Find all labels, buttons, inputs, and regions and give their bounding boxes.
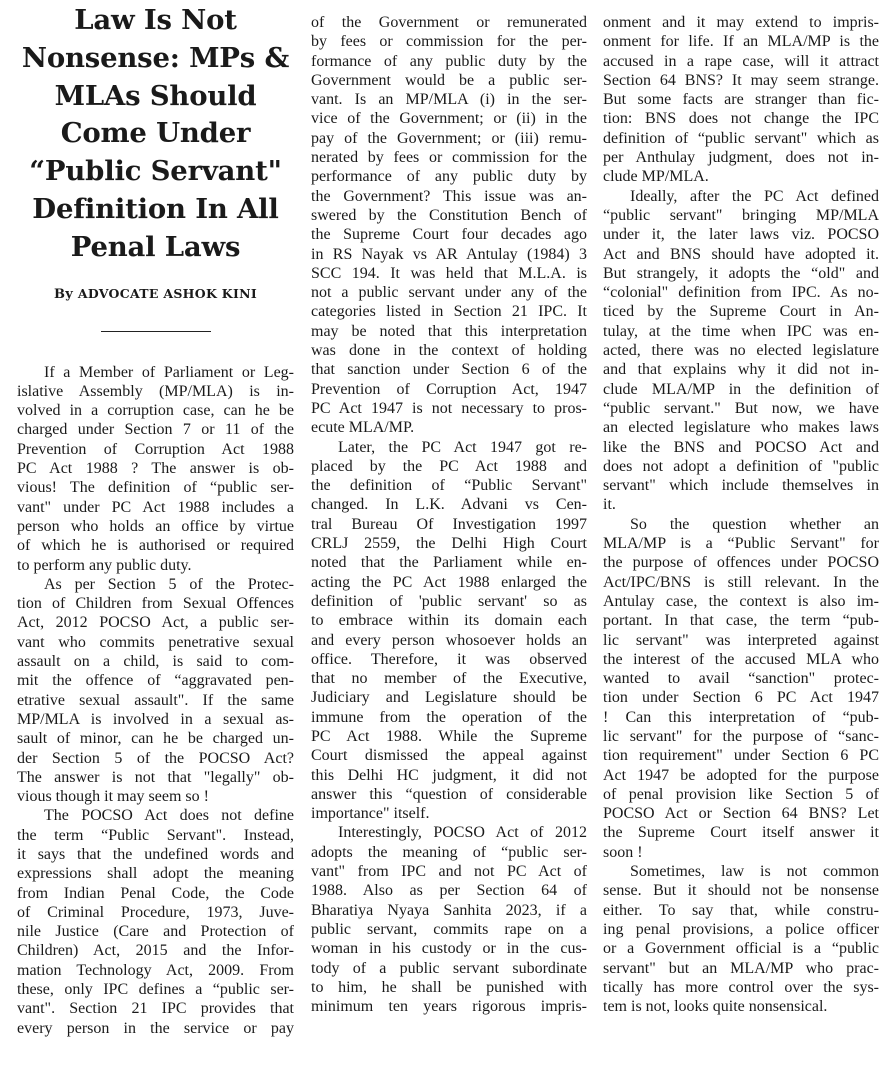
text-line: Prevention of Corruption Act, 1947	[311, 380, 587, 398]
text-line: answer this “question of considerable	[311, 785, 587, 803]
text-line: accused in a rape case, will it attract	[603, 52, 879, 70]
text-line: POCSO Act or Section 64 BNS? Let	[603, 805, 879, 823]
text-line: PC Act 1947 is not necessary to pros-	[311, 399, 587, 417]
text-line: Section 64 BNS? It may seem strange.	[603, 71, 879, 89]
byline	[17, 286, 294, 302]
text-line: public servant, commits rape on a	[311, 920, 587, 938]
text-line: soon !	[603, 843, 643, 861]
text-line: Antulay case, the context is also im-	[603, 592, 879, 610]
text-line: that sanction under Section 6 of the	[311, 361, 587, 379]
text-line: per Anthulay judgment, does not in-	[603, 149, 879, 167]
text-line: ticed by the Supreme Court in An-	[603, 303, 879, 321]
text-line: was done in the context of holding	[311, 342, 587, 360]
text-line: may be noted that this interpretation	[311, 322, 587, 340]
text-line: Prevention of Corruption Act 1988	[17, 440, 294, 458]
text-line: the Supreme Court four decades ago	[311, 226, 587, 244]
text-line: tulay, at the time when IPC was en-	[603, 322, 879, 340]
text-line: Court dismissed the appeal against	[311, 747, 587, 765]
text-line: acting the PC Act 1988 enlarged the	[311, 573, 587, 591]
text-line: 1988. Also as per Section 64 of	[311, 882, 587, 900]
text-line: ecute MLA/MP.	[311, 419, 415, 437]
text-line: tody of a public servant subordinate	[311, 959, 587, 977]
title-line: Law Is Not	[74, 4, 237, 36]
text-line: islative Assembly (MP/MLA) is in-	[17, 382, 294, 400]
text-line: Act/IPC/BNS is still relevant. In the	[603, 573, 879, 591]
text-line: etrative sexual assault". If the same	[17, 691, 294, 709]
text-line: Ideally, after the PC Act defined	[630, 187, 879, 205]
text-line: vant" under PC Act 1988 includes a	[17, 498, 294, 516]
text-line: Government would be a public ser-	[311, 71, 587, 89]
text-line: Act, 2012 POCSO Act, a public ser-	[17, 614, 294, 632]
text-line: CRLJ 2559, the Delhi High Court	[311, 535, 587, 553]
text-line: of which he is authorised or required	[17, 537, 294, 555]
text-line: and that explains why it did not in-	[603, 361, 879, 379]
text-line: swered by the Constitution Bench of	[311, 206, 587, 224]
paragraph	[311, 13, 587, 438]
text-line: the definition of “Public Servant"	[311, 477, 587, 495]
text-line: As per Section 5 of the Protec-	[44, 575, 294, 593]
text-line: adopts the meaning of “public ser-	[311, 843, 587, 861]
text-line: definition of 'public servant' so as	[311, 592, 587, 610]
text-line: mit the offence of “aggravated pen-	[17, 672, 294, 690]
text-line: and every person whosoever holds an	[311, 631, 587, 649]
text-line: Act and BNS should have adopted it.	[603, 245, 879, 263]
article-column-3	[603, 13, 879, 1016]
text-line: of Criminal Procedure, 1973, Juve-	[17, 903, 294, 921]
text-line: from Indian Penal Code, the Code	[17, 884, 294, 902]
text-line: pay of the Government; or (iii) remu-	[311, 129, 587, 147]
text-line: servant" but an MLA/MP who prac-	[603, 959, 879, 977]
title-line: MLAs Should	[54, 79, 257, 112]
text-line: The answer is not that "legally" ob-	[17, 768, 294, 786]
text-line: the Government? This issue was an-	[311, 187, 587, 205]
text-line: nerated by fees or commission for the	[311, 149, 587, 167]
text-line: expressions shall adopt the meaning	[17, 865, 294, 883]
text-line: Children) Act, 2015 and the Infor-	[17, 942, 294, 960]
text-line: tion: BNS does not change the IPC	[603, 110, 879, 128]
text-line: formance of any public duty by the	[311, 52, 587, 70]
text-line: categories listed in Section 21 IPC. It	[311, 303, 587, 321]
text-line: onment and it may extend to impris-	[603, 14, 879, 31]
text-line: vice of the Government; or (ii) in the	[311, 110, 587, 128]
paragraph	[603, 515, 879, 862]
text-line: sense. But it should not be nonsense	[603, 882, 879, 900]
text-line: onment for life. If an MLA/MP is the	[603, 33, 879, 51]
text-line: does not adopt a definition of "public	[603, 457, 879, 475]
text-line: in RS Nayak vs AR Antulay (1984) 3	[311, 245, 587, 263]
text-line: definition of “public servant" which as	[603, 129, 879, 147]
text-line: vious! The definition of “public ser-	[17, 479, 294, 497]
text-line: “public servant." But now, we have	[603, 399, 879, 417]
text-line: tion under Section 6 PC Act 1947	[603, 689, 879, 707]
text-line: to him, he shall be punished with	[311, 978, 587, 996]
text-line: Interestingly, POCSO Act of 2012	[338, 824, 587, 842]
text-line: Sometimes, law is not common	[630, 863, 879, 881]
text-line: “colonial" definition from IPC. As no-	[603, 284, 879, 302]
text-line: mation Technology Act, 2009. From	[17, 961, 294, 979]
text-line: this Delhi HC judgment, it did not	[311, 766, 587, 784]
text-line: But strangely, it adopts the “old" and	[603, 264, 879, 282]
text-line: assault on a child, is said to com-	[17, 653, 294, 671]
text-line: tically has more control over the sys-	[603, 978, 879, 996]
text-line: charged under Section 7 or 11 of the	[17, 421, 294, 439]
text-line: Later, the PC Act 1947 got re-	[338, 438, 587, 456]
text-line: it says that the undefined words and	[17, 846, 294, 863]
author-name: ADVOCATE ASHOK KINI	[77, 285, 257, 301]
title-line: Penal Laws	[70, 230, 241, 263]
paragraph	[17, 806, 294, 1038]
text-line: vious though it may seem so !	[17, 788, 209, 806]
text-line: performance of any public duty by	[311, 168, 587, 186]
paragraph	[17, 363, 294, 575]
text-line: volved in a corruption case, can he be	[17, 402, 294, 420]
text-line: But some facts are stranger than fic-	[603, 91, 879, 109]
text-line: an elected legislature who makes laws	[603, 419, 879, 437]
text-line: minimum ten years rigorous impris-	[311, 998, 587, 1016]
text-line: by fees or commission for the per-	[311, 33, 587, 51]
text-line: MLA/MP is a “Public Servant" for	[603, 535, 879, 553]
text-line: If a Member of Parliament or Leg-	[44, 363, 294, 381]
text-line: importance" itself.	[311, 805, 430, 823]
text-line: The POCSO Act does not define	[44, 807, 294, 825]
title-divider	[101, 331, 211, 332]
text-line: Bharatiya Nyaya Sanhita 2023, if a	[311, 901, 587, 919]
paragraph	[603, 187, 879, 515]
title-line: Nonsense: MPs &	[21, 41, 290, 74]
text-line: to perform any public duty.	[17, 556, 192, 574]
text-line: clude MLA/MP in the definition of	[603, 380, 879, 398]
text-line: portant. In that case, the term “pub-	[603, 612, 879, 630]
text-line: changed. In L.K. Advani vs Cen-	[311, 496, 587, 514]
text-line: So the question whether an	[630, 515, 879, 533]
text-line: vant". Section 21 IPC provides that	[17, 1000, 294, 1018]
text-line: the Supreme Court itself answer it	[603, 824, 879, 842]
text-line: the purpose of offences under POCSO	[603, 554, 879, 572]
article-column-2	[311, 13, 587, 1016]
text-line: Act 1947 be adopted for the purpose	[603, 766, 879, 784]
text-line: noted that the Parliament while en-	[311, 554, 587, 572]
text-line: of penal provision like Section 5 of	[603, 785, 879, 803]
text-line: of the Government or remunerated	[311, 14, 587, 31]
text-line: servant" which include themselves in	[603, 477, 879, 495]
text-line: vant. Is an MP/MLA (i) in the ser-	[311, 91, 587, 109]
text-line: nile Justice (Care and Protection of	[17, 923, 294, 941]
text-line: ! Can this interpretation of “pub-	[603, 708, 879, 726]
text-line: immune from the operation of the	[311, 708, 587, 726]
text-line: tral Bureau Of Investigation 1997	[311, 515, 587, 533]
text-line: MP/MLA is involved in a sexual as-	[17, 710, 294, 728]
title-line: “Public Servant"	[29, 155, 282, 188]
text-line: tem is not, looks quite nonsensical.	[603, 998, 828, 1016]
title-line: Come Under	[60, 117, 251, 150]
article-column-1	[17, 0, 294, 1038]
text-line: PC Act 1988 ? The answer is ob-	[17, 460, 294, 478]
text-line: woman in his custody or in the cus-	[311, 940, 587, 958]
paragraph	[17, 575, 294, 807]
text-line: der Section 5 of the POCSO Act?	[17, 749, 294, 767]
paragraph	[603, 13, 879, 187]
column-body	[17, 363, 294, 1038]
text-line: the term “Public Servant". Instead,	[17, 826, 294, 844]
text-line: clude MP/MLA.	[603, 168, 709, 186]
title-line: Definition In All	[32, 192, 279, 225]
text-line: sault of minor, can he be charged un-	[17, 730, 294, 748]
paragraph	[603, 862, 879, 1016]
article-title	[17, 2, 294, 267]
text-line: SCC 194. It was held that M.L.A. is	[311, 264, 587, 282]
text-line: lic servant" was interpreted against	[603, 631, 879, 649]
text-line: acted, there was no elected legislature	[603, 342, 879, 360]
text-line: “public servant" bringing MP/MLA	[603, 206, 879, 224]
text-line: tion of Children from Sexual Offences	[17, 595, 294, 613]
text-line: under it, the later laws viz. POCSO	[603, 226, 879, 244]
text-line: either. To say that, while constru-	[603, 901, 879, 919]
text-line: PC Act 1988. While the Supreme	[311, 727, 587, 745]
text-line: vant" from IPC and not PC Act of	[311, 863, 587, 881]
text-line: office. Therefore, it was observed	[311, 650, 587, 668]
text-line: these, only IPC defines a “public ser-	[17, 981, 294, 999]
text-line: that no member of the Executive,	[311, 670, 587, 688]
text-line: wanted to avail “sanction" protec-	[603, 670, 879, 688]
text-line: the interest of the accused MLA who	[603, 650, 879, 668]
text-line: it.	[603, 496, 616, 514]
paragraph	[311, 438, 587, 824]
byline-prefix: By	[54, 286, 74, 302]
text-line: to embrace within its domain each	[311, 612, 587, 630]
text-line: Judiciary and Legislature should be	[311, 689, 587, 707]
text-line: or a Government official is a “public	[603, 940, 879, 958]
text-line: every person in the service or pay	[17, 1019, 294, 1037]
text-line: ing penal provisions, a police officer	[603, 920, 879, 938]
text-line: vant who commits penetrative sexual	[17, 633, 294, 651]
text-line: person who holds an office by virtue	[17, 517, 294, 535]
paragraph	[311, 823, 587, 1016]
text-line: placed by the PC Act 1988 and	[311, 457, 587, 475]
text-line: tion requirement" under Section 6 PC	[603, 747, 879, 765]
text-line: not a public servant under any of the	[311, 284, 587, 302]
text-line: lic servant" for the purpose of “sanc-	[603, 727, 879, 745]
text-line: like the BNS and POCSO Act and	[603, 438, 879, 456]
